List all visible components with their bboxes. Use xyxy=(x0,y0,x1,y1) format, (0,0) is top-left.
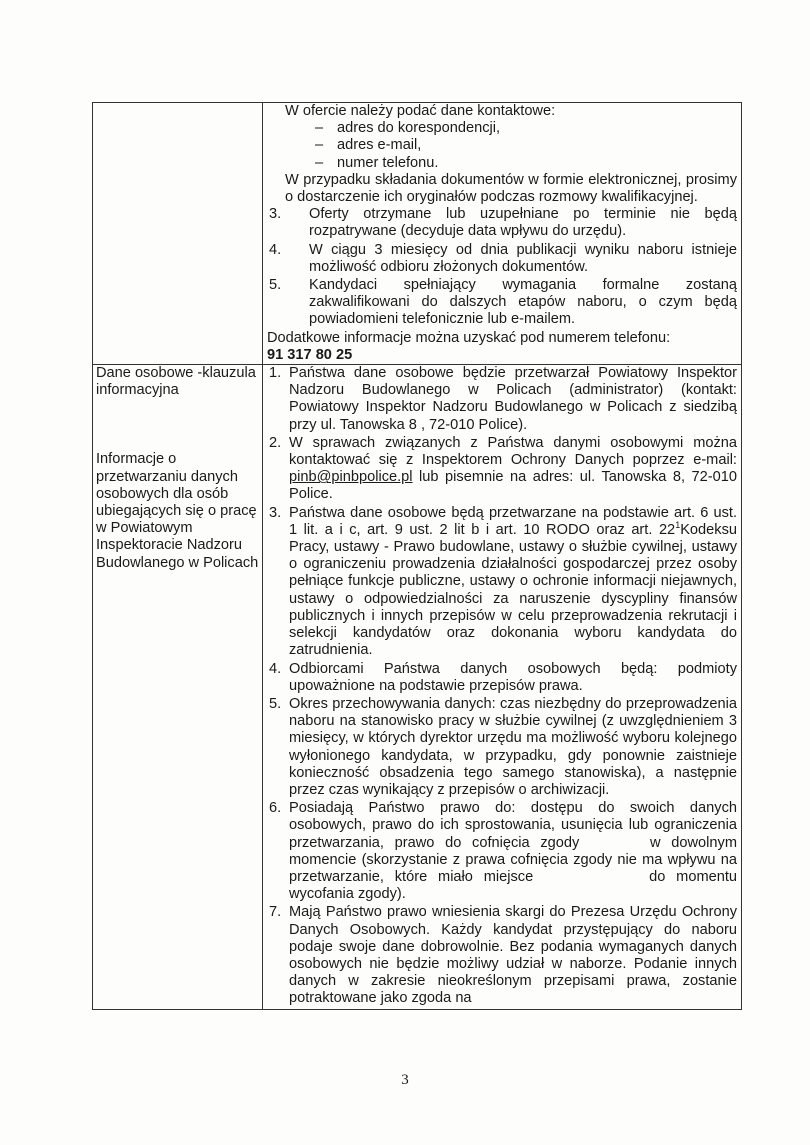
email-link[interactable]: pinb@pinbpolice.pl xyxy=(289,469,413,486)
list-item: 7. Mają Państwo prawo wniesienia skargi do Prezesa Urzędu Ochrony Danych Osobowych. Każdy kandydat przystępujący do naboru podaje swoje dane dobrowolnie. Bez podania wymaganych danych osobowych nie będzie możliwy udział w naborze. Podanie innych danych w zakresie nieokreślonym przepisami prawa, zostanie potraktowane jako zgoda na xyxy=(269,904,737,1007)
list-item: 5. Okres przechowywania danych: czas niezbędny do przeprowadzenia naboru na stanowisko pracy w służbie cywilnej (z uwzględnieniem 3 miesięcy, w których dyrektor urzędu ma możliwość wyboru kolejnego wyłonionego kandydata, w przypadku, gdy ponownie zaistnieje konieczność obsadzenia tego samego stanowiska), a następnie przez czas wynikający z przepisów o archiwizacji. xyxy=(269,695,737,798)
row1-left-cell xyxy=(93,103,263,365)
list-item: 5. Kandydaci spełniający wymagania formalne zostaną zakwalifikowani do dalszych etapów naboru, o czym będą powiadomieni telefonicznie lub e-mailem. xyxy=(269,277,737,328)
row1-right-cell xyxy=(263,103,742,365)
electronic-note: W przypadku składania dokumentów w formie elektronicznej, prosimy o dostarczenie ich oryginałów podczas rozmowy kwalifikacyjnej. xyxy=(285,171,737,206)
list-item: 6. Posiadają Państwo prawo do: dostępu do swoich danych osobowych, prawo do ich sprostowania, usunięcia lub ograniczenia przetwarzania, prawo do cofnięcia zgody w dowolnym momencie (skorzystanie z prawa cofnięcia zgody nie ma wpływu na przetwarzanie, które miało miejsce do momentu wycofania zgody). xyxy=(269,800,738,903)
row2-left-cell xyxy=(93,365,263,1010)
list-item: 4. W ciągu 3 miesięcy od dnia publikacji wyniku naboru istnieje możliwość odbioru złożonych dokumentów. xyxy=(269,241,737,275)
numbered-list xyxy=(269,206,737,328)
list-item: 3. Oferty otrzymane lub uzupełniane po terminie nie będą rozpatrywane (decyduje data wpływu do urzędu). xyxy=(269,206,737,240)
row2-right-cell xyxy=(263,365,742,1010)
phone-number: 91 317 80 25 xyxy=(267,346,353,363)
list-item: 3. Państwa dane osobowe będą przetwarzane na podstawie art. 6 ust. 1 lit. a i c, art. 9 ust. 2 lit b i art. 10 RODO oraz art. $22^1Kodeksu$ Pracy, ustawy - Prawo budowlane, ustawy o służbie cywilnej, ustawy o ograniczeniu prowadzenia działalności gospodarczej przez osoby pełniące funkcje publiczne, ustawy o ochronie informacji niejawnych, ustawy o odpowiedzialności za naruszenie dyscypliny finansów publicznych i innych przepisów w celu przeprowadzenia rekrutacji i selekcji kandydatów oraz dokonania wyboru kandydata do zatrudnienia. xyxy=(269,504,737,659)
page-number: 3 xyxy=(401,1072,409,1088)
list-item: 1. Państwa dane osobowe będzie przetwarzał Powiatowy Inspektor Nadzoru Budowlanego w Policach (administrator) (kontakt: Powiatowy Inspektor Nadzoru Budowlanego w Policach z siedzibą przy ul. Tanowska 8 , 72-010 Police). xyxy=(269,365,737,433)
list-item: – adres do korespondencji, xyxy=(315,120,501,137)
table-row xyxy=(93,103,742,365)
list-item: 2. W sprawach związanych z Państwa danymi osobowymi można kontaktować się z Inspektorem Ochrony Danych poprzez e-mail: pinb@pinbpolice.pl lub pisemnie na adres: ul. Tanowska 8, 72-010 Police. xyxy=(269,434,737,503)
document-table xyxy=(92,102,742,1010)
list-item: – adres e-mail, xyxy=(315,137,422,154)
list-item: – numer telefonu. xyxy=(315,154,439,171)
contact-intro: W ofercie należy podać dane kontaktowe: xyxy=(285,103,556,119)
left-info: Informacje o przetwarzaniu danych osobowych dla osób ubiegających się o pracę w Powiatowym Inspektoracie Nadzoru Budowlanego w Policach xyxy=(96,451,259,571)
list-item: 4. Odbiorcami Państwa danych osobowych będą: podmioty upoważnione na podstawie przepisów prawa. xyxy=(269,660,737,694)
phone-info: Dodatkowe informacje można uzyskać pod numerem telefonu: xyxy=(267,329,671,346)
contact-list xyxy=(285,120,737,172)
left-title: Dane osobowe -klauzula informacyjna xyxy=(96,365,256,399)
table-row xyxy=(93,365,742,1010)
gdpr-list xyxy=(267,365,737,1008)
